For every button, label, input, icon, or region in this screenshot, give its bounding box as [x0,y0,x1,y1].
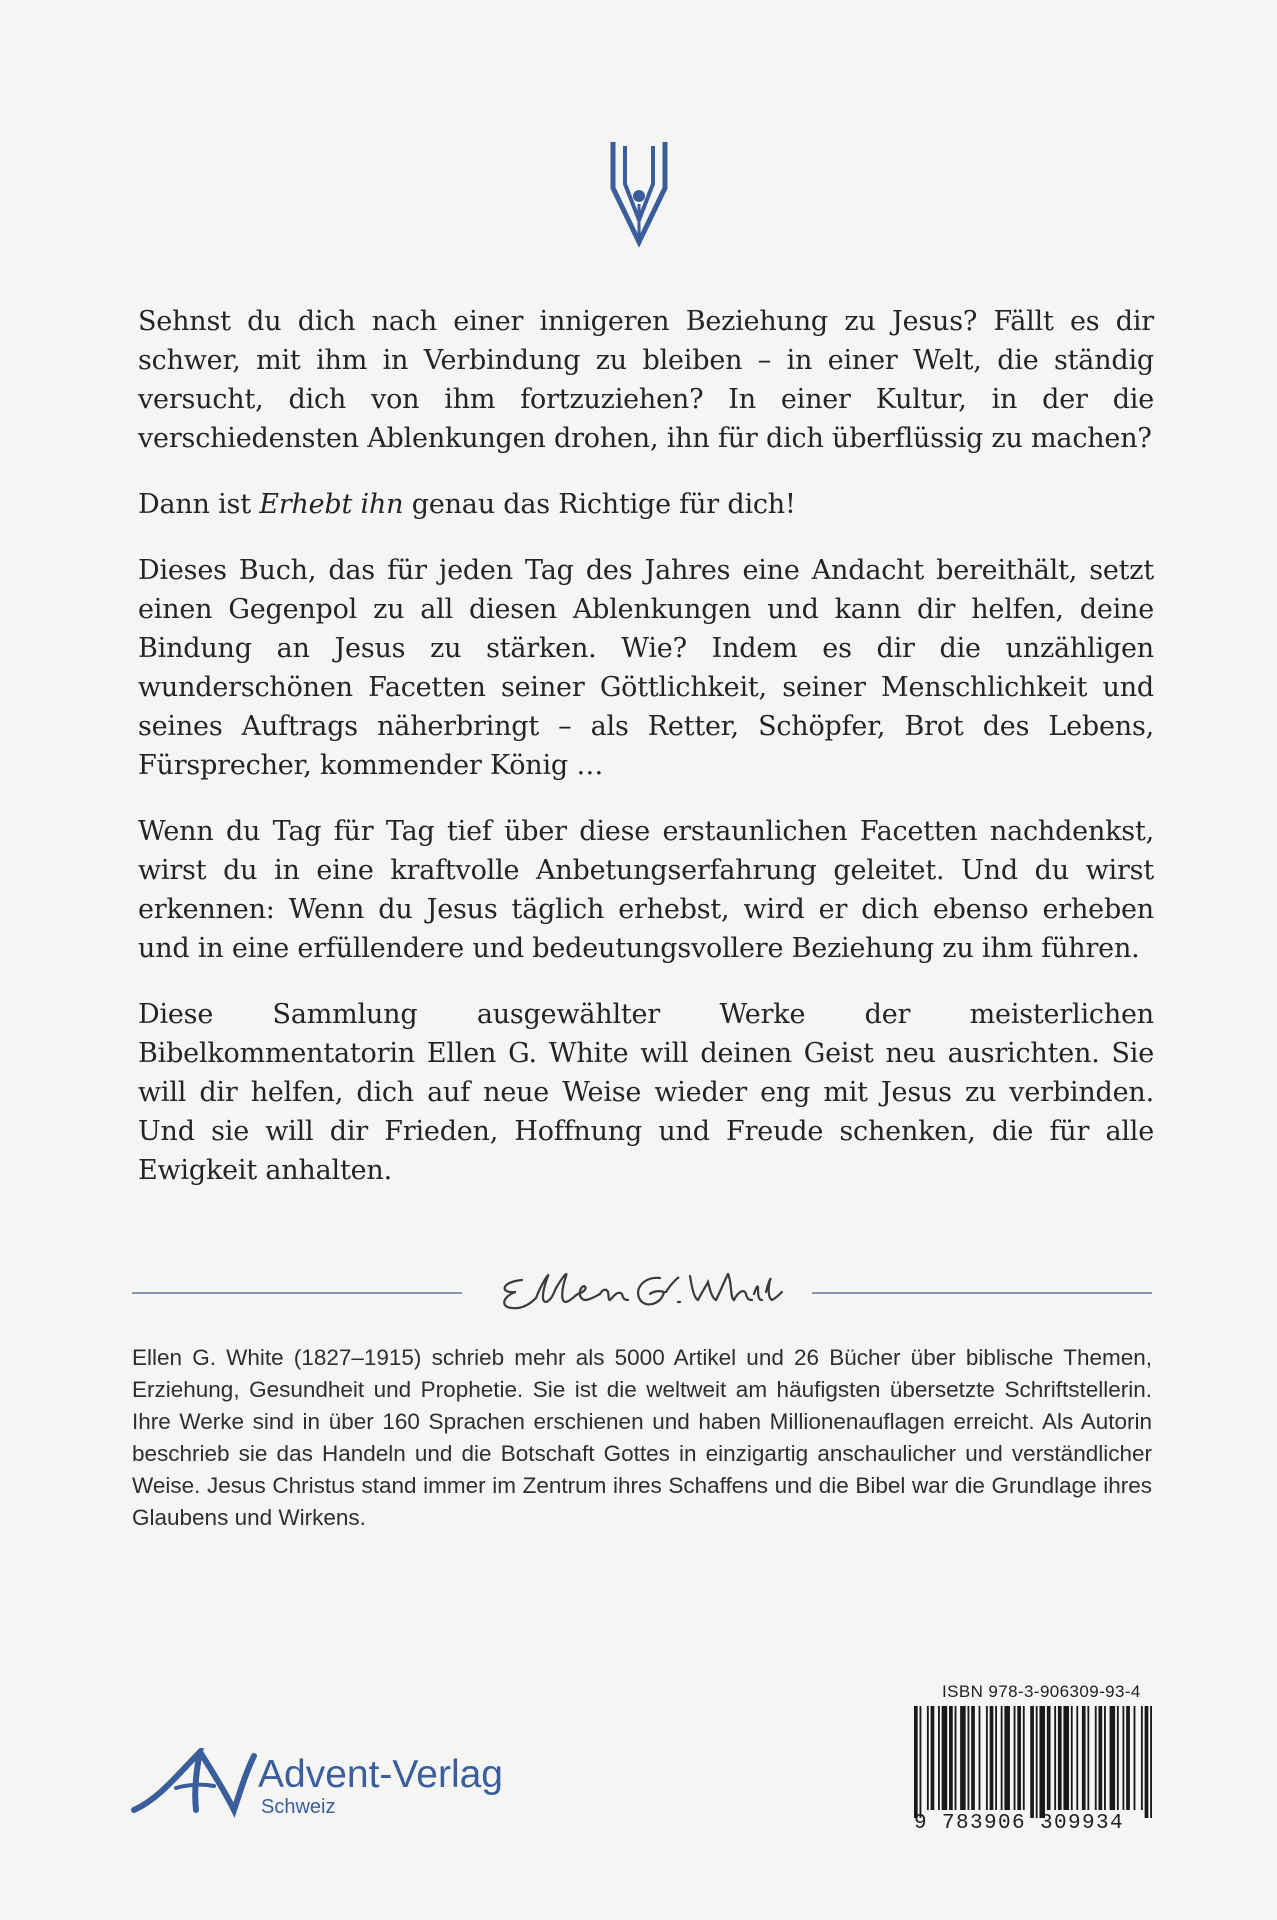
publisher-region: Schweiz [261,1796,336,1818]
divider-line-left [132,1292,462,1294]
barcode-bar [1030,1706,1034,1818]
barcode-bar [1014,1706,1016,1810]
advent-verlag-logo [130,1748,270,1818]
barcode-bar [990,1706,994,1810]
barcode-bar [1095,1706,1097,1810]
blurb-text: Dann ist [138,489,260,520]
book-blurb [138,302,1154,1217]
blurb-paragraph-2 [138,485,1154,524]
barcode-bar [942,1706,948,1810]
barcode-bar [1126,1706,1130,1810]
blurb-paragraph-3: Dieses Buch, das für jeden Tag des Jahres eine Andacht bereithält, setzt einen Gegenpol zu all diesen Ablenkungen und kann dir helfen, deine Bindung an Jesus zu stärken. Wie? Indem es dir die unzähligen wunderschönen Facetten seiner Göttlichkeit, seiner Menschlichkeit und seines Auftrags näherbringt – als Retter, Schöpfer, Brot des Lebens, Fürsprecher, kommender König … [138,555,1154,781]
barcode-bar [1063,1706,1069,1810]
barcode-bar [1087,1706,1089,1810]
blurb-paragraph-1: Sehnst du dich nach einer innigeren Beziehung zu Jesus? Fällt es dir schwer, mit ihm in Verbindung zu bleiben – in einer Welt, die ständig versucht, dich von ihm fortzuziehen? In einer Kultur, in der die verschiedensten Ablenkungen drohen, ihn für dich überflüssig zu machen? [138,306,1154,454]
barcode-bar [1036,1706,1038,1818]
publisher-name: Advent-Verlag [258,1753,503,1796]
isbn-label: ISBN 978-3-906309-93-4 [942,1682,1141,1701]
barcode-bar [1134,1706,1136,1810]
barcode-bar [995,1706,997,1810]
barcode-bar [971,1706,975,1810]
signature-divider [132,1262,1152,1322]
barcode-bar [960,1706,966,1810]
barcode-bar [1145,1706,1149,1818]
author-bio: Ellen G. White (1827–1915) schrieb mehr als 5000 Artikel und 26 Bücher über biblische Themen, Erziehung, Gesundheit und Prophetie. Sie ist die weltweit am häufigsten übersetzte Schriftstellerin. Ihre Werke sind in über 160 Sprachen erschienen und haben Millionenauflagen erreicht. Als Autorin beschrieb sie das Handeln und die Botschaft Gottes in einzigartig anschaulicher und verständlicher Weise. Jesus Christus stand immer im Zentrum ihres Schaffens und die Bibel war die Grundlage ihres Glaubens und Wirkens. [132,1345,1152,1530]
barcode-bar [1082,1706,1086,1810]
barcode-bars [914,1706,1152,1818]
barcode-digits: 9 783906 309934 [914,1812,1125,1835]
barcode-bar [1058,1706,1062,1810]
barcode-bar [920,1706,922,1818]
barcode-bar [1122,1706,1124,1810]
barcode-bar [1141,1706,1143,1810]
fountain-pen-nib-icon [609,140,669,248]
barcode-bar [938,1706,940,1810]
barcode-bar [1104,1706,1106,1810]
barcode-bar [955,1706,957,1810]
barcode-bar [1017,1706,1021,1810]
publisher-branding [130,1748,550,1818]
barcode-bar [1076,1706,1078,1810]
barcode-bar [1047,1706,1051,1810]
barcode-bar [986,1706,988,1810]
barcode-bar [914,1706,918,1818]
barcode-bar [931,1706,935,1810]
barcode-bar [1054,1706,1056,1810]
barcode-bar [1023,1706,1025,1810]
isbn-barcode [914,1682,1152,1842]
blurb-paragraph-4: Wenn du Tag für Tag tief über diese erstaunlichen Facetten nachdenkst, wirst du in eine kraftvolle Anbetungserfahrung geleitet. Und du wirst erkennen: Wenn du Jesus täglich erhebst, wird er dich ebenso erheben und in eine erfüllendere und bedeutungsvollere Beziehung zu ihm führen. [138,816,1154,964]
barcode-bar [1071,1706,1073,1810]
barcode-bar [979,1706,981,1810]
barcode-bar [968,1706,970,1810]
book-title: Erhebt ihn [259,489,404,520]
barcode-bar [949,1706,953,1810]
barcode-bar [1117,1706,1119,1810]
author-signature [492,1262,792,1322]
barcode-bar [927,1706,929,1810]
divider-line-right [812,1292,1152,1294]
barcode-bar [1039,1706,1045,1818]
barcode-bar [1001,1706,1003,1810]
barcode-bar [1150,1706,1152,1818]
barcode-bar [1004,1706,1010,1810]
blurb-paragraph-5: Diese Sammlung ausgewählter Werke der meisterlichen Bibelkommentatorin Ellen G. White will deinen Geist neu ausrichten. Sie will dir helfen, dich auf neue Weise wieder eng mit Jesus zu verbinden. Und sie will dir Frieden, Hoffnung und Freude schenken, die für alle Ewigkeit anhalten. [138,999,1154,1186]
barcode-bar [1110,1706,1116,1810]
blurb-text: genau das Richtige für dich! [403,489,796,520]
barcode-bar [1098,1706,1102,1810]
